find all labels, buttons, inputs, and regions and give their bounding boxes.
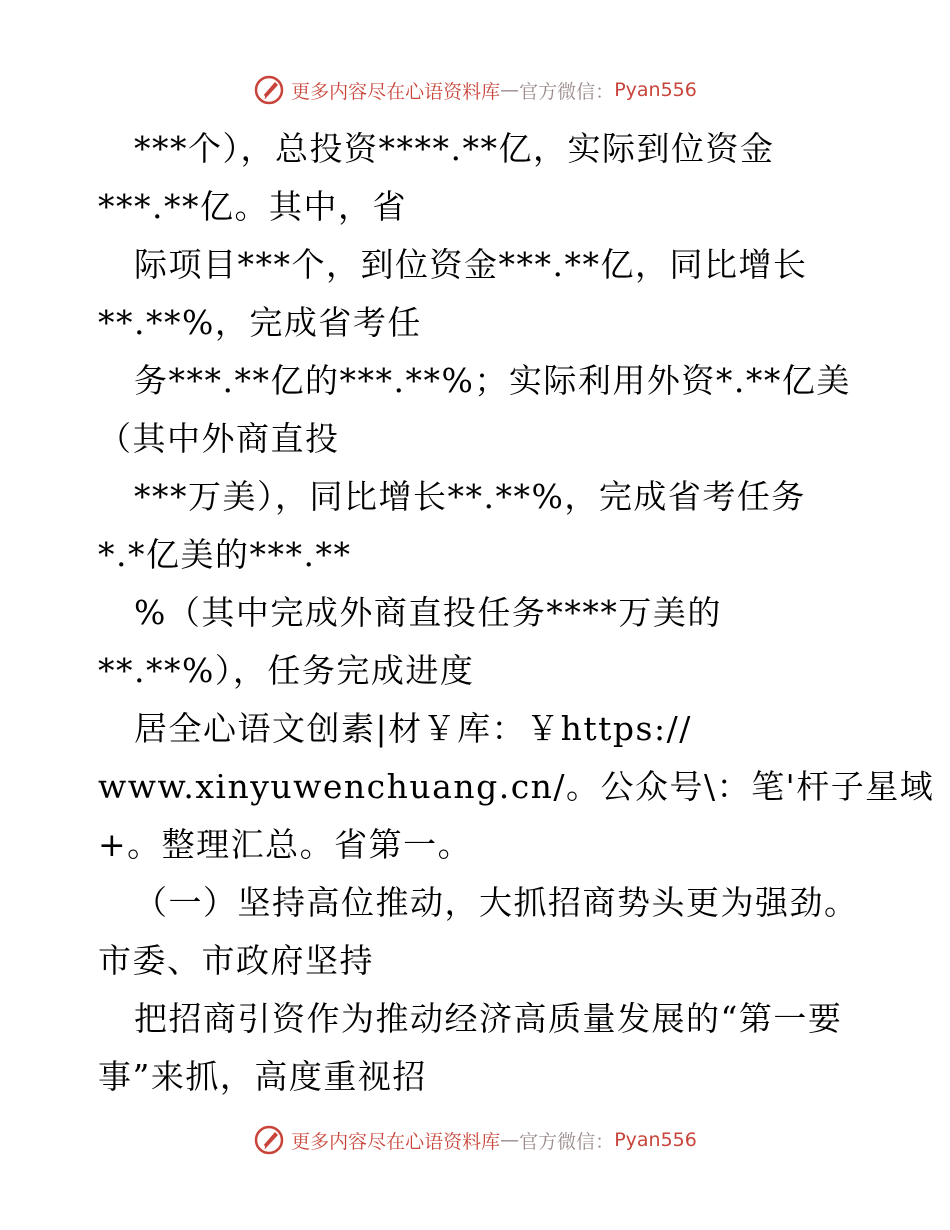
- text-line: **.**%，完成省考任: [98, 303, 422, 342]
- footer-banner: [0, 1120, 950, 1160]
- text-line: ***.**亿。其中，省: [98, 187, 407, 226]
- banner-title: 更多内容尽在心语资料库: [291, 80, 501, 103]
- text-line: 际项目***个，到位资金***.**亿，同比增长: [134, 245, 808, 284]
- text-line: 居全心语文创素|材￥库：￥https://: [134, 709, 692, 748]
- pen-logo-icon: [253, 1124, 285, 1156]
- header-banner: [0, 70, 950, 110]
- text-line: 市委、市政府坚持: [98, 941, 374, 980]
- text-line: ***个），总投资****.**亿，实际到位资金: [134, 129, 775, 168]
- banner-wechat-label: 官方微信：: [519, 1130, 615, 1153]
- text-line: **.**%），任务完成进度: [98, 651, 475, 690]
- text-line: +。整理汇总。省第一。: [98, 825, 473, 864]
- text-line: 事”来抓，高度重视招: [98, 1057, 427, 1096]
- text-line: %（其中完成外商直投任务****万美的: [134, 593, 722, 632]
- banner-wechat-id: Pyan556: [614, 79, 697, 101]
- banner-dash: —: [500, 79, 520, 101]
- banner-wechat-label: 官方微信：: [519, 80, 615, 103]
- text-line: ***万美），同比增长**.**%，完成省考任务: [134, 477, 806, 516]
- pen-logo-icon: [253, 74, 285, 106]
- banner-title: 更多内容尽在心语资料库: [291, 1130, 501, 1153]
- banner-wechat-id: Pyan556: [614, 1129, 697, 1151]
- document-body: [98, 120, 935, 1106]
- banner-dash: —: [500, 1129, 520, 1151]
- text-line: 务***.**亿的***.**%；实际利用外资*.**亿美: [134, 361, 851, 400]
- text-line: （一）坚持高位推动，大抓招商势头更为强劲。: [134, 883, 859, 922]
- text-line: www.xinyuwenchuang.cn/。公众号\：笔'杆子星域: [98, 767, 935, 806]
- text-line: 把招商引资作为推动经济高质量发展的“第一要: [134, 999, 843, 1038]
- text-line: *.*亿美的***.**: [98, 535, 352, 574]
- text-line: （其中外商直投: [98, 419, 340, 458]
